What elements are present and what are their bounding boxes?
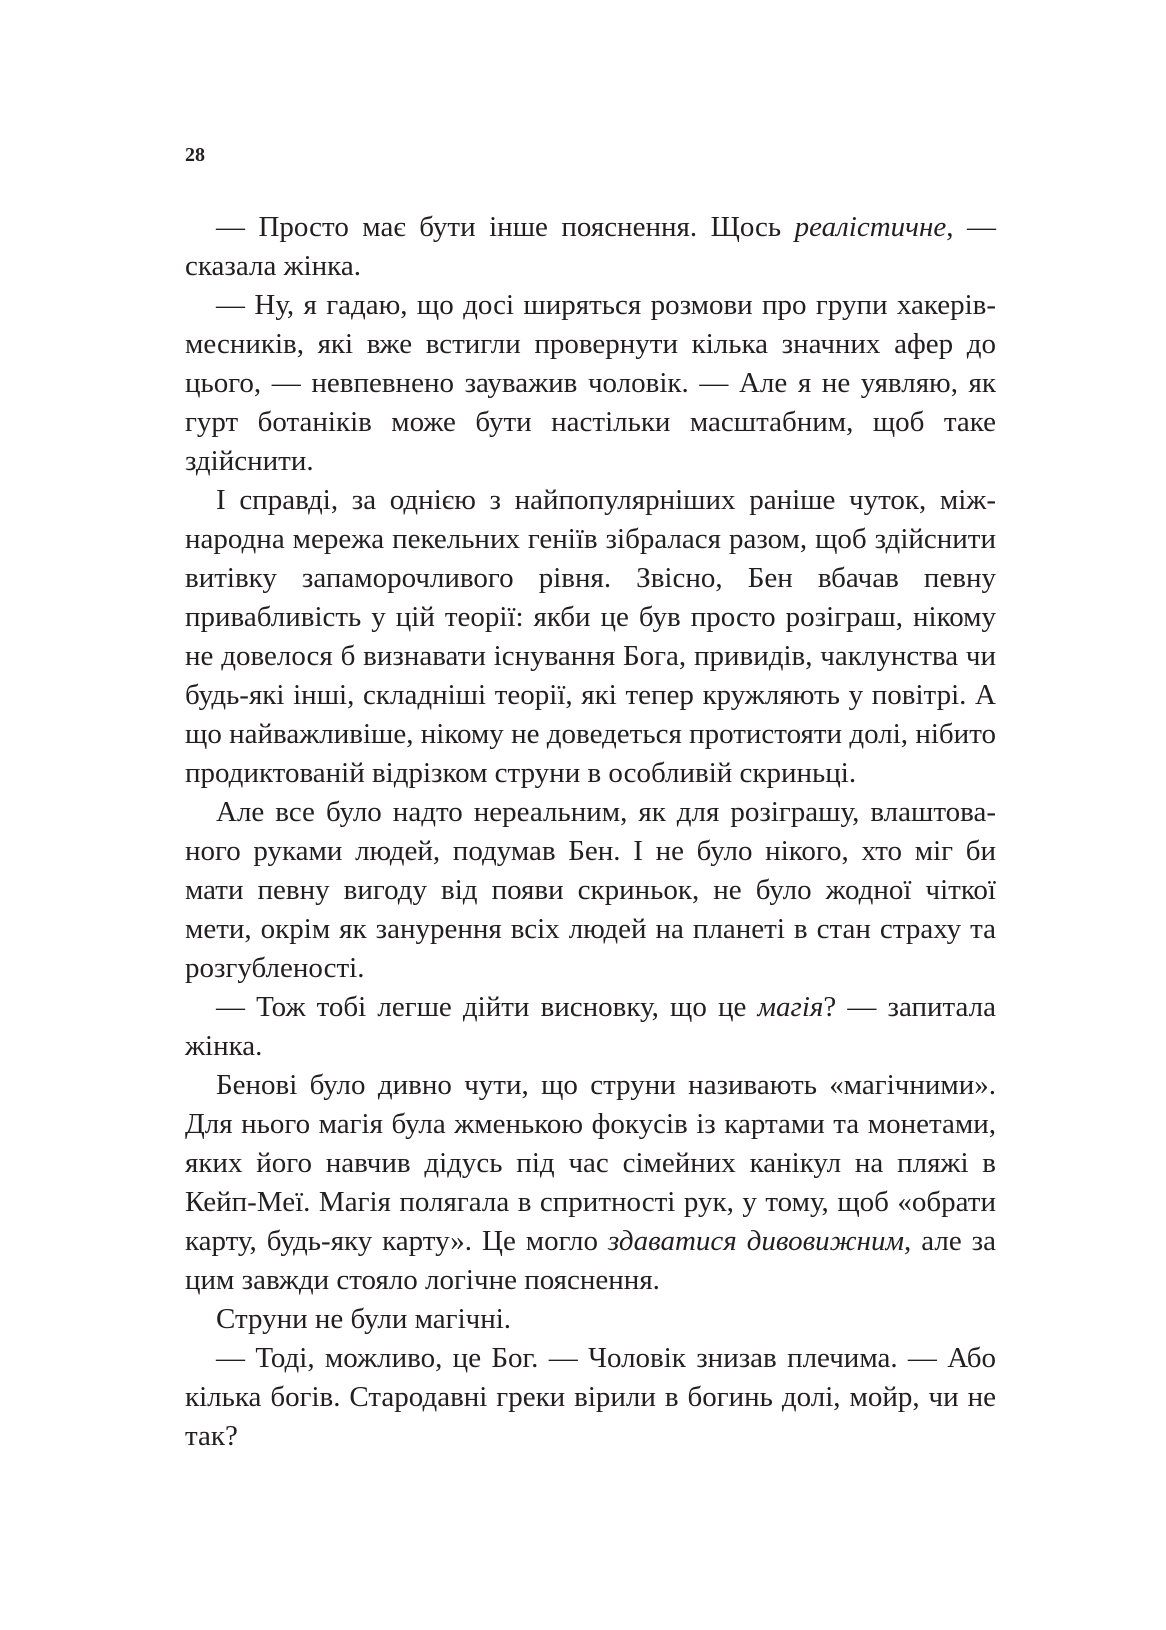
paragraph: [185, 481, 996, 793]
page-number: 28: [185, 144, 205, 166]
text-run: , але за цим завжди стояло логічне пояснення.: [185, 1225, 996, 1296]
text-run: Але все було надто нереальним, як для розіграшу, влаштованого руками людей, подумав Бен. І не було нікого, хто міг би мати певну вигоду від появи скриньок, не було жодної чіткої мети, окрім як занурення всіх людей на планеті в стан страху та розгубленості.: [185, 796, 996, 984]
text-run: І справді, за однією з найпопулярніших раніше чуток, міжнародна мережа пекельних геніїв зібралася разом, щоб здійснити витівку запаморочливого рівня. Звісно, Бен вбачав певну привабливість у цій теорії: якби це був просто розіграш, нікому не довелося б визнавати існування Бога, привидів, чаклунства чи будь-які інші, складніші теорії, які тепер кружляють у повітрі. А що найважливіше, нікому не доведеться протистояти долі, нібито продиктованій відрізком струни в особливій скриньці.: [185, 484, 996, 789]
paragraph: [185, 793, 996, 988]
body-text: [185, 208, 996, 1456]
text-run: ? — запитала жінка.: [185, 991, 996, 1062]
paragraph: [185, 1339, 996, 1456]
text-run: — Ну, я гадаю, що досі ширяться розмови про групи хакерів-месників, які вже встигли провернути кілька значних афер до цього, — невпевнено зауважив чоловік. — Але я не уявляю, як гурт ботаніків може бути настільки масштабним, щоб таке здійснити.: [185, 289, 996, 477]
italic-text: здаватися дивовижним: [607, 1225, 905, 1257]
paragraph: [185, 1066, 996, 1300]
text-run: , — сказала жінка.: [185, 211, 996, 282]
italic-text: магія: [757, 991, 824, 1023]
paragraph: [185, 988, 996, 1066]
paragraph: [185, 286, 996, 481]
paragraph: [185, 1300, 996, 1339]
text-run: — Тоді, можливо, це Бог. — Чоловік знизав плечима. — Або кілька богів. Стародавні греки вірили в богинь долі, мойр, чи не так?: [185, 1342, 996, 1452]
text-run: — Тож тобі легше дійти висновку, що це: [216, 991, 758, 1023]
paragraph: [185, 208, 996, 286]
text-run: Струни не були магічні.: [216, 1303, 512, 1335]
text-run: — Просто має бути інше пояснення. Щось: [216, 211, 795, 243]
italic-text: реалістичне: [794, 211, 947, 243]
text-run: Бенові було дивно чути, що струни називають «магічними». Для нього магія була жменькою фокусів із картами та монетами, яких його навчив дідусь під час сімейних канікул на пляжі в Кейп-Меї. Магія полягала в спритності рук, у тому, щоб «обрати карту, будь-яку карту». Це могло: [185, 1069, 996, 1257]
